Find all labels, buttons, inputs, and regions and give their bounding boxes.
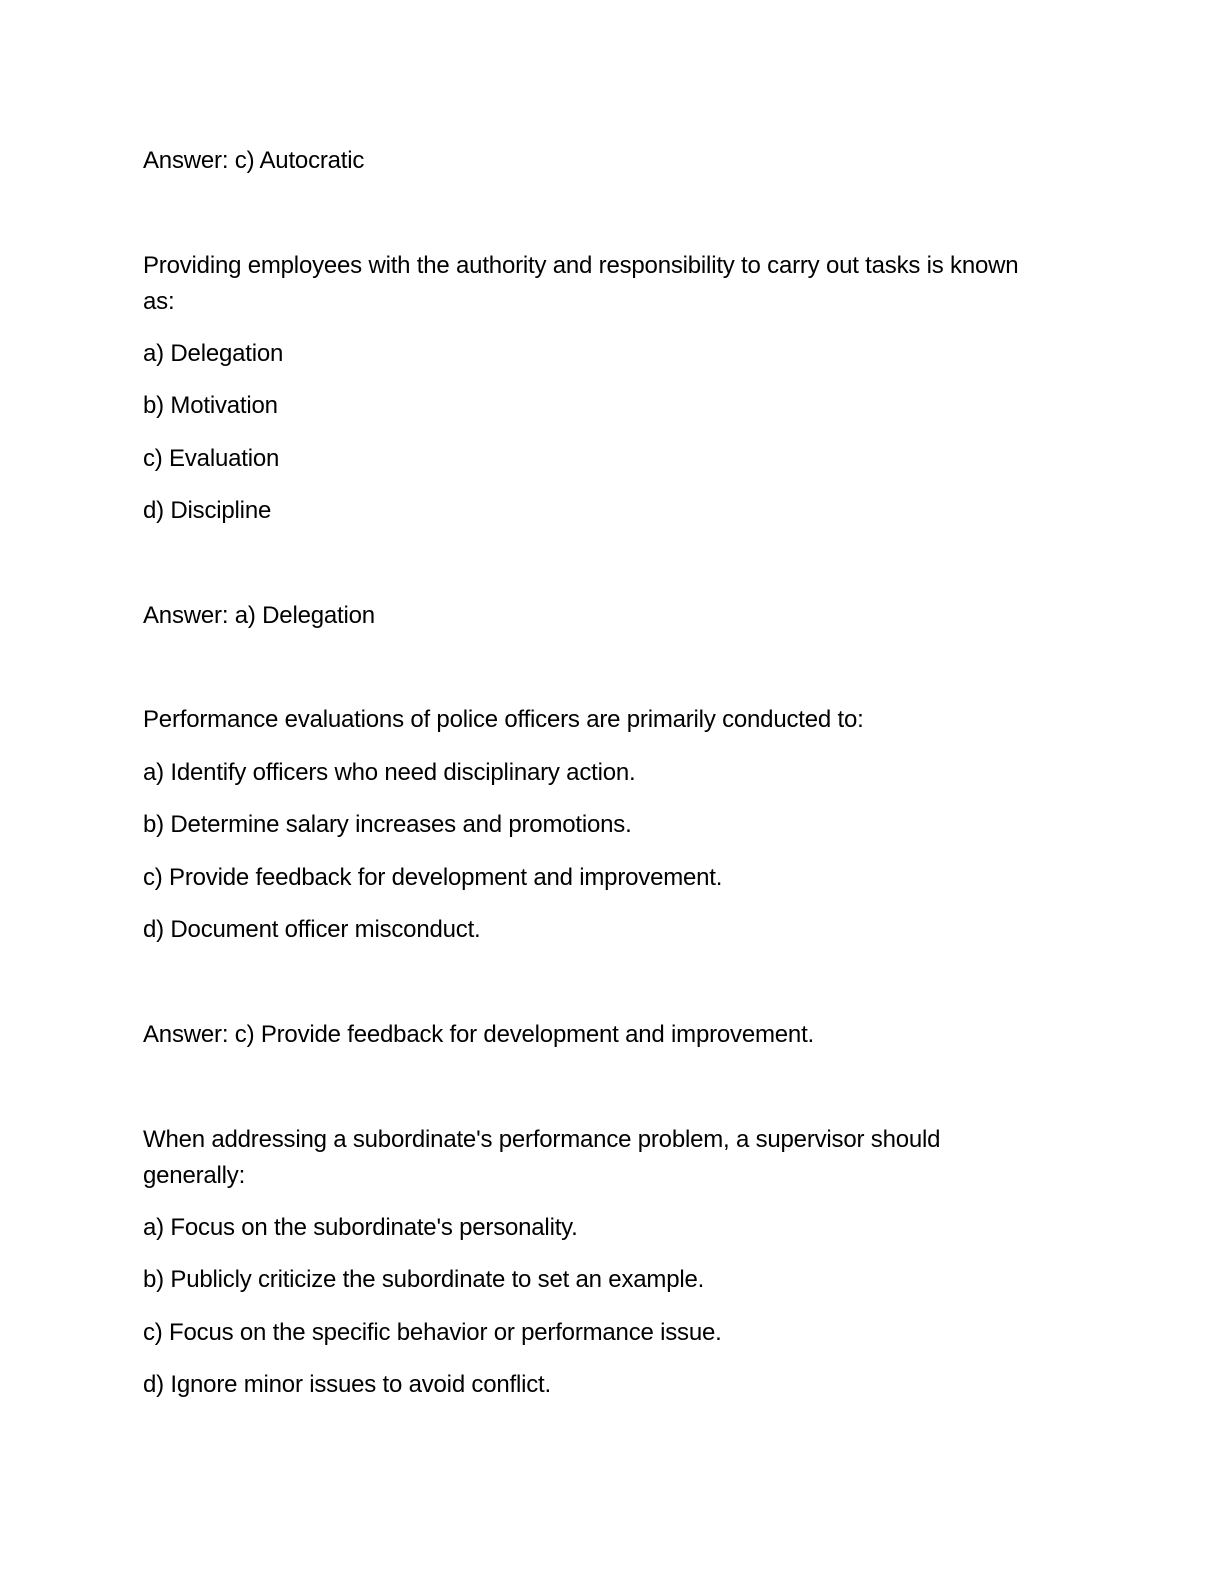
question-3-option-c: c) Focus on the specific behavior or performance issue.	[143, 1319, 722, 1346]
question-2-option-c: c) Provide feedback for development and improvement.	[143, 864, 723, 891]
question-1: Providing employees with the authority and responsibility to carry out tasks is known as:	[143, 252, 1019, 315]
question-3-option-d: d) Ignore minor issues to avoid conflict.	[143, 1371, 551, 1398]
question-1-option-c: c) Evaluation	[143, 445, 280, 472]
answer-3: Answer: c) Provide feedback for development and improvement.	[143, 1021, 815, 1048]
question-2-option-a: a) Identify officers who need disciplinary action.	[143, 759, 636, 786]
question-1-option-b: b) Motivation	[143, 392, 278, 419]
question-2: Performance evaluations of police officers are primarily conducted to:	[143, 706, 864, 733]
question-2-option-d: d) Document officer misconduct.	[143, 916, 481, 943]
question-2-option-b: b) Determine salary increases and promotions.	[143, 811, 632, 838]
question-1-option-a: a) Delegation	[143, 340, 284, 367]
question-3: When addressing a subordinate's performance problem, a supervisor should generally:	[143, 1126, 941, 1189]
question-3-option-b: b) Publicly criticize the subordinate to set an example.	[143, 1266, 705, 1293]
answer-1: Answer: c) Autocratic	[143, 147, 365, 174]
answer-2: Answer: a) Delegation	[143, 602, 375, 629]
question-1-option-d: d) Discipline	[143, 497, 272, 524]
question-3-option-a: a) Focus on the subordinate's personality.	[143, 1214, 578, 1241]
